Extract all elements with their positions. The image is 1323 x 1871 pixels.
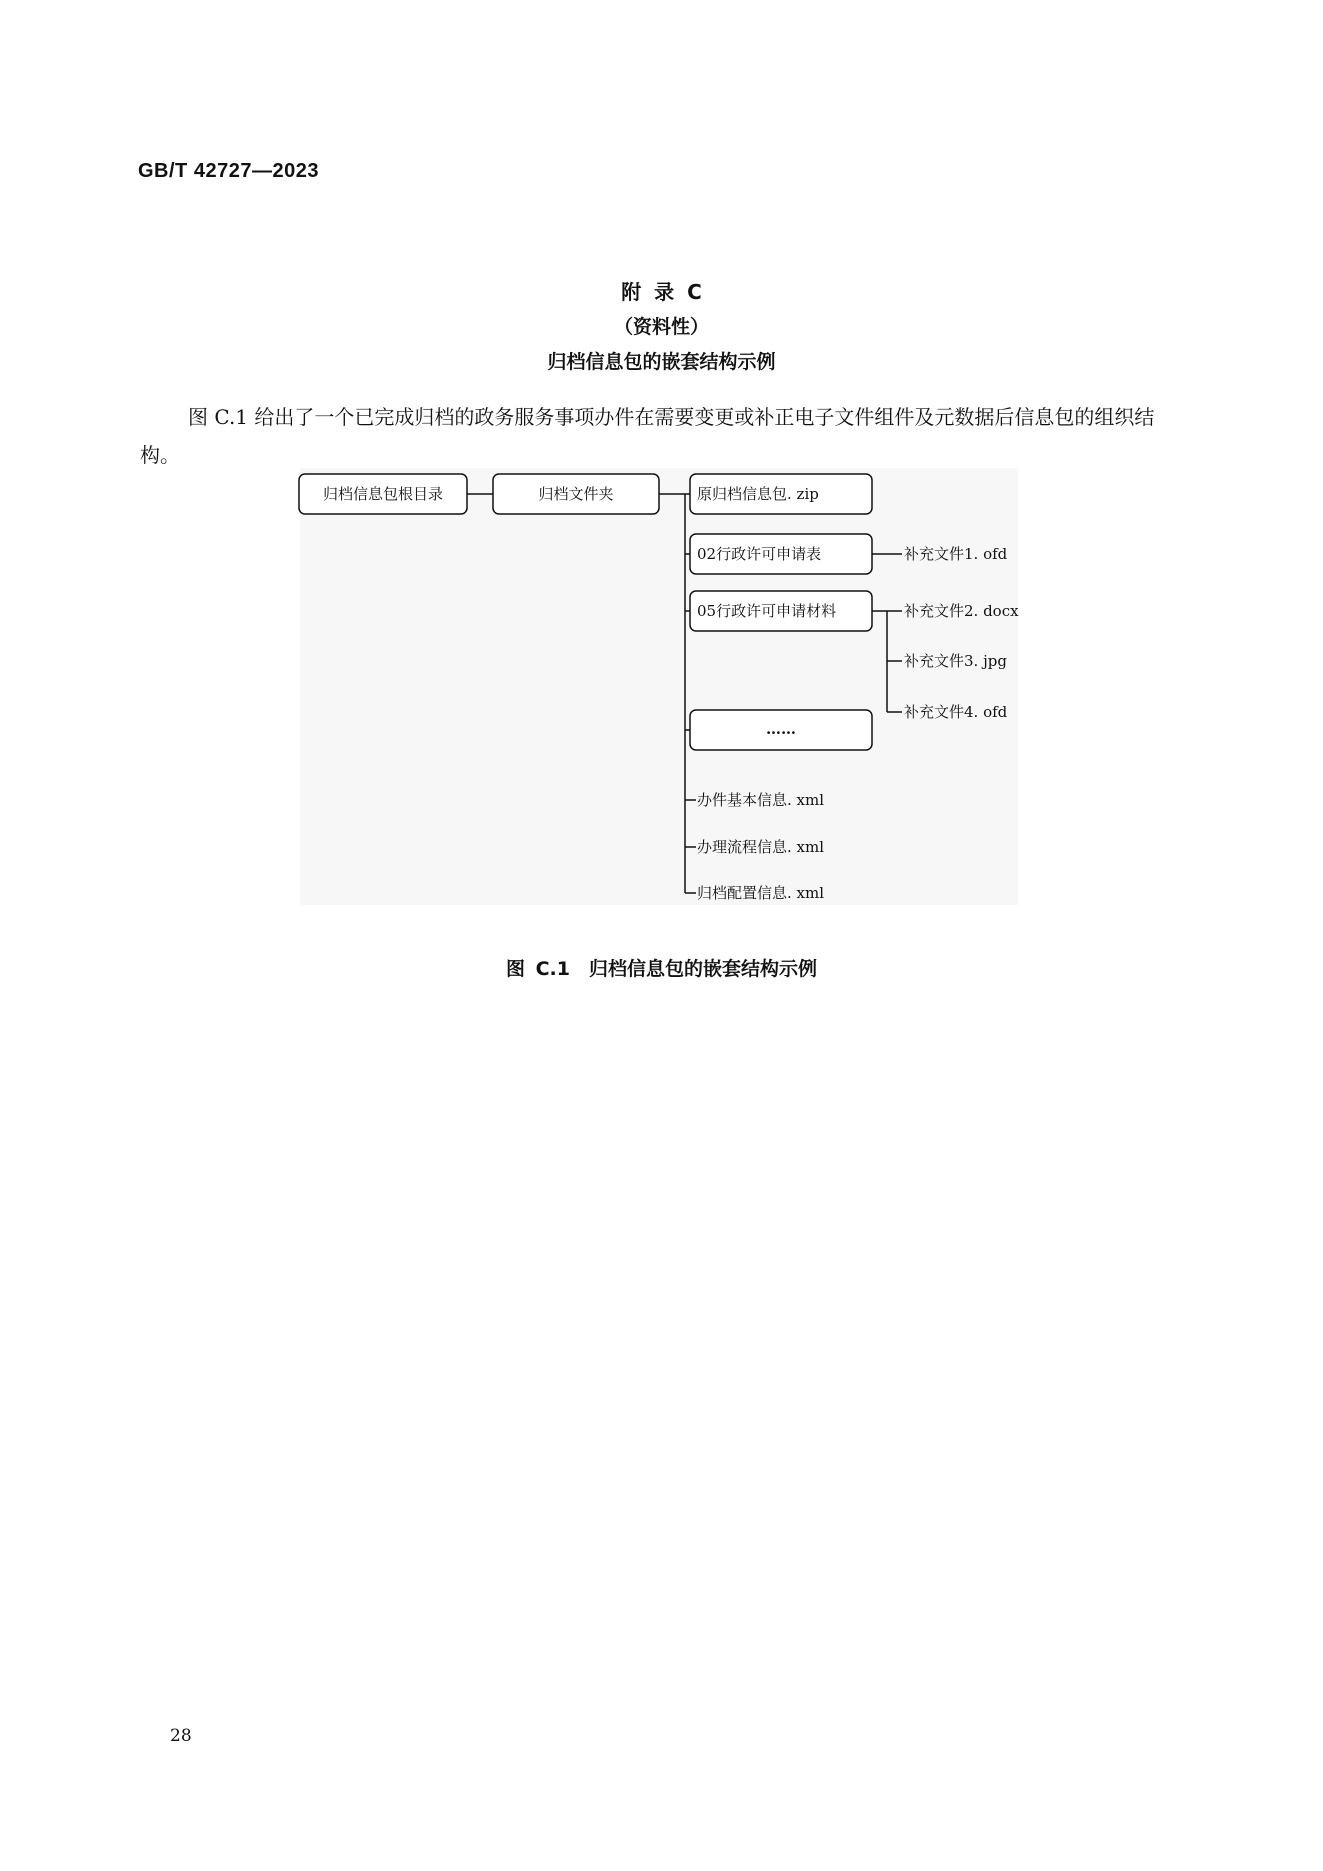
- config-info-file: 归档配置信息. xml: [697, 884, 825, 902]
- supplement-file-4: 补充文件4. ofd: [904, 703, 1008, 721]
- process-info-file: 办理流程信息. xml: [697, 838, 825, 856]
- figure-caption: 图 C.1 归档信息包的嵌套结构示例: [506, 958, 817, 980]
- appendix-heading: 归档信息包的嵌套结构示例: [547, 351, 776, 373]
- diagram-background: [300, 468, 1018, 905]
- appendix-nature: （资料性）: [613, 316, 709, 338]
- appendix-title: 附 录 C: [621, 280, 702, 304]
- basic-info-file: 办件基本信息. xml: [697, 791, 825, 809]
- body-paragraph: 图 C.1 给出了一个已完成归档的政务服务事项办件在需要变更或补正电子文件组件及元数据后信息包的组织结构。: [140, 405, 1155, 467]
- original-package-label: 原归档信息包. zip: [697, 485, 819, 503]
- page-number: 28: [170, 1726, 192, 1746]
- root-directory-label: 归档信息包根目录: [322, 485, 444, 503]
- ellipsis-label: ……: [766, 720, 796, 738]
- form-02-label: 02行政许可申请表: [697, 545, 822, 563]
- supplement-file-2: 补充文件2. docx: [904, 602, 1019, 620]
- supplement-file-1: 补充文件1. ofd: [904, 545, 1008, 563]
- archive-folder-label: 归档文件夹: [538, 485, 614, 503]
- supplement-file-3: 补充文件3. jpg: [904, 652, 1007, 670]
- document-code: GB/T 42727—2023: [138, 160, 319, 182]
- material-05-label: 05行政许可申请材料: [697, 602, 837, 620]
